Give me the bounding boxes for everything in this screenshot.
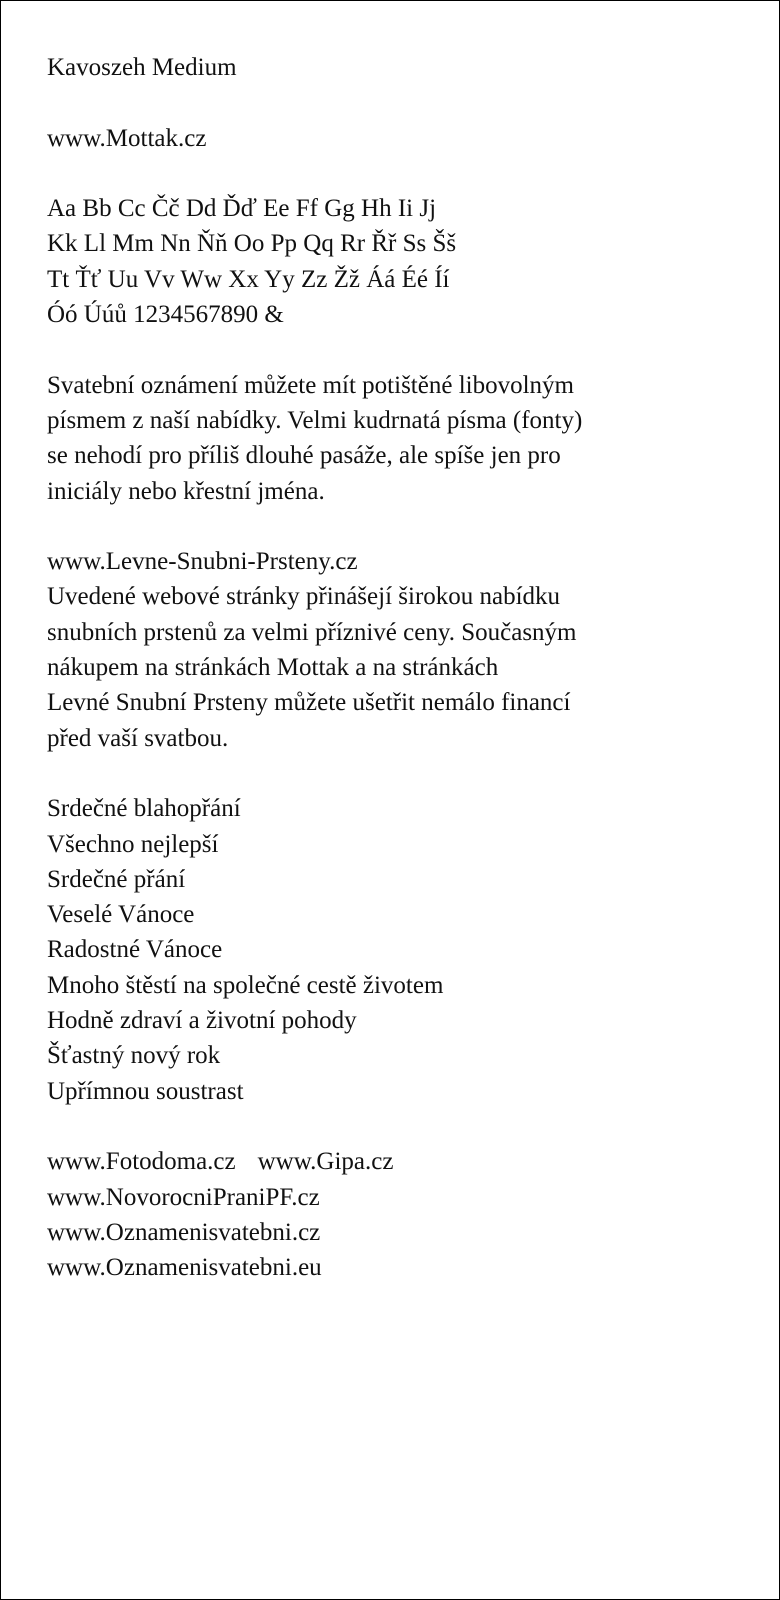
alphabet-line: Tt Ťť Uu Vv Ww Xx Yy Zz Žž Áá Éé Íí xyxy=(47,265,450,293)
greetings-list xyxy=(47,791,760,1109)
paragraph-line: písmem z naší nabídky. Velmi kudrnatá písma (fonty) xyxy=(47,406,583,434)
paragraph-line: Levné Snubní Prsteny můžete ušetřit nemálo financí xyxy=(47,689,571,717)
paragraph-1 xyxy=(47,368,760,509)
greeting-item: Všechno nejlepší xyxy=(47,830,219,858)
font-specimen xyxy=(47,50,760,1321)
greeting-item: Hodně zdraví a životní pohody xyxy=(47,1007,357,1035)
rings-link[interactable]: www.Levne-Snubni-Prsteny.cz xyxy=(47,548,358,576)
links-row xyxy=(47,1144,760,1179)
oznameni-cz-link[interactable]: www.Oznamenisvatebni.cz xyxy=(47,1218,321,1246)
paragraph-2 xyxy=(47,544,760,756)
gipa-link[interactable]: www.Gipa.cz xyxy=(257,1148,394,1176)
site-link[interactable]: www.Mottak.cz xyxy=(47,124,207,152)
paragraph-line: iniciály nebo křestní jména. xyxy=(47,477,325,505)
alphabet-line: Aa Bb Cc Čč Dd Ďď Ee Ff Gg Hh Ii Jj xyxy=(47,195,437,223)
novorocni-link[interactable]: www.NovorocniPraniPF.cz xyxy=(47,1183,320,1211)
paragraph-line: snubních prstenů za velmi příznivé ceny. Současným xyxy=(47,618,577,646)
paragraph-line: nákupem na stránkách Mottak a na stránkách xyxy=(47,654,499,682)
paragraph-line: Uvedené webové stránky přinášejí širokou nabídku xyxy=(47,583,561,611)
alphabet-line: Kk Ll Mm Nn Ňň Oo Pp Qq Rr Řř Ss Šš xyxy=(47,230,457,258)
greeting-item: Mnoho štěstí na společné cestě životem xyxy=(47,971,444,999)
site-block xyxy=(47,121,760,156)
alphabet-block xyxy=(47,191,760,332)
greeting-item: Srdečné blahopřání xyxy=(47,795,241,823)
paragraph-line: se nehodí pro příliš dlouhé pasáže, ale spíše jen pro xyxy=(47,442,561,470)
greeting-item: Šťastný nový rok xyxy=(47,1042,221,1070)
links-list xyxy=(47,1144,760,1285)
paragraph-line: Svatební oznámení můžete mít potištěné libovolným xyxy=(47,371,574,399)
greeting-item: Srdečné přání xyxy=(47,865,186,893)
greeting-item: Radostné Vánoce xyxy=(47,936,223,964)
fotodoma-link[interactable]: www.Fotodoma.cz xyxy=(47,1148,236,1176)
oznameni-eu-link[interactable]: www.Oznamenisvatebni.eu xyxy=(47,1254,322,1282)
font-title-block xyxy=(47,50,760,85)
paragraph-line: před vaší svatbou. xyxy=(47,724,229,752)
alphabet-line: Óó Úúů 1234567890 & xyxy=(47,301,284,329)
greeting-item: Veselé Vánoce xyxy=(47,901,195,929)
font-title: Kavoszeh Medium xyxy=(47,54,237,81)
greeting-item: Upřímnou soustrast xyxy=(47,1077,244,1105)
